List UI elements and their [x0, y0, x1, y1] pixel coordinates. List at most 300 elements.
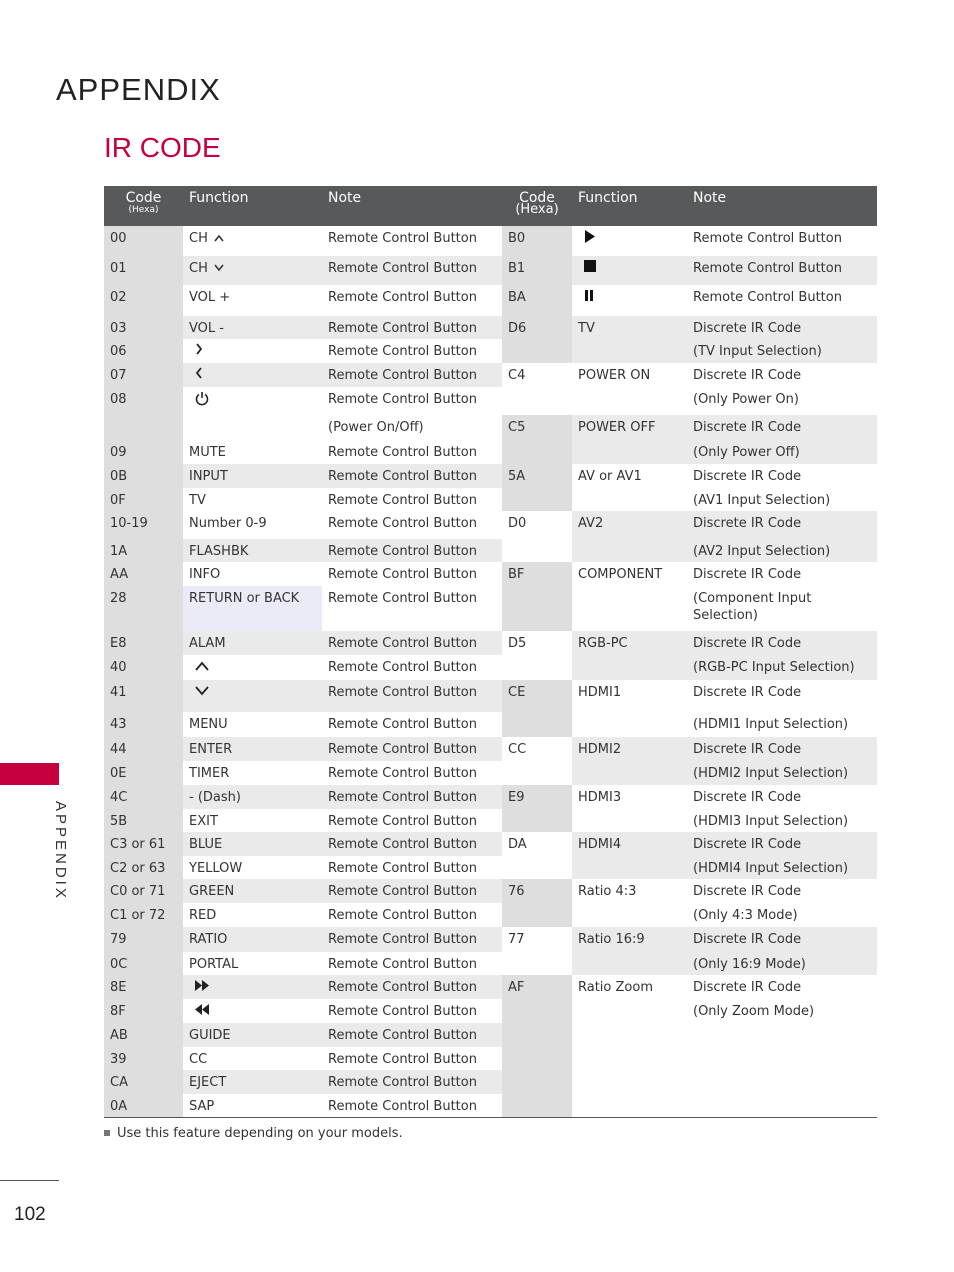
code-cell-2 [502, 927, 572, 952]
note-cell-text: Remote Control Button [328, 516, 477, 531]
code-cell [104, 586, 183, 631]
note-cell-text: Remote Control Button [328, 660, 477, 675]
table-row [104, 339, 877, 363]
note-cell-2-text: Remote Control Button [693, 290, 842, 305]
function-cell-text: BLUE [189, 837, 223, 852]
note-cell [322, 339, 502, 363]
note-cell-2 [687, 903, 877, 927]
note-cell-text: Remote Control Button [328, 1004, 477, 1019]
function-cell-2 [572, 927, 687, 952]
note-cell-2 [687, 488, 877, 511]
function-cell-2 [572, 562, 687, 586]
code-cell [104, 761, 183, 785]
code-cell-text: E8 [110, 636, 127, 651]
table-row [104, 832, 877, 856]
function-cell-text: PORTAL [189, 957, 239, 972]
function-cell [183, 952, 322, 975]
arrow-down-icon [195, 684, 209, 701]
note-cell-text: Remote Control Button [328, 392, 477, 407]
function-cell-text: CC [189, 1052, 208, 1067]
note-cell-2 [687, 539, 877, 562]
code-cell-2-text: AF [508, 980, 525, 995]
function-cell-text: INPUT [189, 469, 228, 484]
code-cell-2-text: B0 [508, 231, 526, 246]
note-cell-text: Remote Control Button [328, 231, 477, 246]
footnote [104, 1126, 403, 1141]
code-cell [104, 285, 183, 316]
table-row [104, 712, 877, 737]
note-cell-2-text: (Component Input Selection) [693, 591, 812, 623]
code-cell-2-text: 5A [508, 469, 526, 484]
function-cell [183, 1094, 322, 1117]
code-cell-2-text: D5 [508, 636, 527, 651]
note-cell [322, 539, 502, 562]
code-cell [104, 999, 183, 1023]
function-cell-text: MUTE [189, 445, 226, 460]
function-cell-text: ENTER [189, 742, 233, 757]
code-cell [104, 562, 183, 586]
note-cell-2 [687, 285, 877, 316]
code-cell-2 [502, 1023, 572, 1047]
table-row [104, 785, 877, 809]
note-cell-text: Remote Control Button [328, 742, 477, 757]
function-cell [183, 511, 322, 539]
note-cell-2-text: (HDMI3 Input Selection) [693, 814, 849, 829]
function-cell-2-text: RGB-PC [578, 636, 628, 651]
function-cell-text: GREEN [189, 884, 235, 899]
function-cell [183, 488, 322, 511]
code-cell-2 [502, 631, 572, 655]
page-number: 102 [14, 1204, 46, 1225]
code-cell [104, 1094, 183, 1117]
header-code [104, 186, 183, 226]
ir-code-table [104, 186, 877, 1118]
code-cell-text: 0A [110, 1099, 128, 1114]
code-cell [104, 464, 183, 488]
code-cell-text: 08 [110, 392, 127, 407]
note-cell-2 [687, 631, 877, 655]
note-cell [322, 737, 502, 761]
code-cell-2 [502, 256, 572, 285]
function-cell-text: VOL - [189, 321, 224, 336]
function-cell-2 [572, 415, 687, 440]
play-icon [584, 230, 596, 248]
code-cell-2 [502, 712, 572, 737]
note-cell [322, 809, 502, 832]
note-cell-text: Remote Control Button [328, 636, 477, 651]
code-cell-2 [502, 488, 572, 511]
note-cell-text: Remote Control Button [328, 790, 477, 805]
function-cell-text: MENU [189, 717, 228, 732]
appendix-title: APPENDIX [56, 72, 221, 107]
code-cell-text: AA [110, 567, 129, 582]
code-cell-2 [502, 415, 572, 440]
note-cell [322, 655, 502, 680]
code-cell [104, 952, 183, 975]
header-code-2-label: Code [519, 190, 555, 206]
note-cell-2 [687, 511, 877, 539]
code-cell [104, 785, 183, 809]
note-cell-text: Remote Control Button [328, 1028, 477, 1043]
code-cell-text: 07 [110, 368, 127, 383]
code-cell-2 [502, 539, 572, 562]
code-cell-2 [502, 809, 572, 832]
code-cell [104, 539, 183, 562]
table-row [104, 488, 877, 511]
code-cell-2-text: CC [508, 742, 527, 757]
note-cell [322, 440, 502, 464]
code-cell-text: C3 or 61 [110, 837, 166, 852]
function-cell-2 [572, 999, 687, 1023]
function-cell [183, 809, 322, 832]
code-cell-2-text: C5 [508, 420, 526, 435]
note-cell [322, 285, 502, 316]
header-code-label: Code [125, 190, 162, 206]
note-cell-text: Remote Control Button [328, 290, 477, 305]
note-cell-text: Remote Control Button [328, 837, 477, 852]
function-cell-2 [572, 856, 687, 879]
code-cell-text: 03 [110, 321, 127, 336]
note-cell-2 [687, 952, 877, 975]
table-row [104, 539, 877, 562]
note-cell [322, 975, 502, 999]
function-cell-2-text: POWER ON [578, 368, 651, 383]
note-cell-2 [687, 1047, 877, 1070]
function-cell [183, 737, 322, 761]
code-cell-2 [502, 387, 572, 415]
note-cell [322, 316, 502, 339]
note-cell-2 [687, 363, 877, 387]
code-cell-text: 10-19 [110, 516, 148, 531]
header-code-sub: (Hexa) [128, 205, 159, 215]
note-cell-2-text: Discrete IR Code [693, 420, 802, 435]
code-cell-2-text: C4 [508, 368, 526, 383]
note-cell-2-text: Discrete IR Code [693, 884, 802, 899]
note-cell-2-text: Discrete IR Code [693, 469, 802, 484]
function-cell-2 [572, 1047, 687, 1070]
chevron-left-icon [195, 367, 203, 384]
header-note: Note [322, 186, 502, 226]
code-cell-2 [502, 440, 572, 464]
function-cell-2 [572, 809, 687, 832]
function-cell-text: SAP [189, 1099, 215, 1114]
code-cell [104, 1023, 183, 1047]
note-cell-2 [687, 586, 877, 631]
note-cell-2-text: Discrete IR Code [693, 567, 802, 582]
code-cell-2-text: D0 [508, 516, 527, 531]
note-cell [322, 1070, 502, 1094]
function-cell-2 [572, 387, 687, 415]
note-cell-2 [687, 415, 877, 440]
code-cell [104, 975, 183, 999]
code-cell-2-text: B1 [508, 261, 526, 276]
code-cell [104, 655, 183, 680]
function-cell-2 [572, 832, 687, 856]
footnote-text: Use this feature depending on your models. [117, 1126, 403, 1141]
table-row [104, 737, 877, 761]
function-cell [183, 631, 322, 655]
function-cell-2 [572, 464, 687, 488]
code-cell-2 [502, 832, 572, 856]
note-cell-2 [687, 1023, 877, 1047]
code-cell-text: 28 [110, 591, 127, 606]
code-cell-text: 06 [110, 344, 127, 359]
function-cell-2-text: COMPONENT [578, 567, 663, 582]
power-icon [195, 391, 209, 411]
note-cell-text: Remote Control Button [328, 685, 477, 700]
code-cell-text: 00 [110, 231, 127, 246]
code-cell [104, 415, 183, 440]
function-cell-2 [572, 761, 687, 785]
note-cell-2 [687, 440, 877, 464]
code-cell-text: 5B [110, 814, 128, 829]
table-row [104, 927, 877, 952]
code-cell-2 [502, 511, 572, 539]
note-cell-text: Remote Control Button [328, 344, 477, 359]
function-cell-2 [572, 1094, 687, 1117]
pause-icon [584, 289, 594, 306]
code-cell-2 [502, 1047, 572, 1070]
function-cell-2 [572, 1070, 687, 1094]
note-cell-2 [687, 879, 877, 903]
note-cell-text: Remote Control Button [328, 717, 477, 732]
code-cell-text: 01 [110, 261, 127, 276]
code-cell [104, 1047, 183, 1070]
function-cell-2 [572, 539, 687, 562]
code-cell-2 [502, 363, 572, 387]
note-cell-2 [687, 256, 877, 285]
note-cell-2 [687, 464, 877, 488]
code-cell-text: 0C [110, 957, 128, 972]
note-cell [322, 879, 502, 903]
code-cell-text: 44 [110, 742, 127, 757]
function-cell-2-text: HDMI1 [578, 685, 622, 700]
note-cell-2-text: Remote Control Button [693, 231, 842, 246]
note-cell [322, 363, 502, 387]
function-cell-text: RETURN or BACK [189, 591, 300, 606]
function-cell-2 [572, 316, 687, 339]
function-cell-2 [572, 680, 687, 712]
function-cell-2 [572, 285, 687, 316]
function-cell [183, 832, 322, 856]
code-cell-2-text: E9 [508, 790, 525, 805]
note-cell-2 [687, 226, 877, 256]
function-cell [183, 440, 322, 464]
function-cell-2-text: AV or AV1 [578, 469, 642, 484]
code-cell-2-text: D6 [508, 321, 527, 336]
note-cell [322, 785, 502, 809]
note-cell-2-text: (AV1 Input Selection) [693, 493, 831, 508]
table-row [104, 952, 877, 975]
side-label: APPENDIX [52, 801, 69, 901]
function-cell [183, 1070, 322, 1094]
function-cell-2-text: POWER OFF [578, 420, 656, 435]
function-cell [183, 285, 322, 316]
code-cell [104, 440, 183, 464]
function-cell [183, 975, 322, 999]
function-cell-2 [572, 879, 687, 903]
note-cell-2-text: Remote Control Button [693, 261, 842, 276]
code-cell-text: 09 [110, 445, 127, 460]
note-cell [322, 761, 502, 785]
table-row [104, 631, 877, 655]
function-cell [183, 415, 322, 440]
code-cell-2 [502, 285, 572, 316]
note-cell [322, 1094, 502, 1117]
note-cell-text: Remote Control Button [328, 591, 477, 606]
function-cell-2 [572, 737, 687, 761]
table-row [104, 1094, 877, 1117]
function-cell-2 [572, 785, 687, 809]
function-cell [183, 586, 322, 631]
code-cell-2-text: 77 [508, 932, 525, 947]
code-cell [104, 387, 183, 415]
function-cell-2-text: Ratio 16:9 [578, 932, 645, 947]
table-row [104, 464, 877, 488]
function-cell-text: CH [189, 231, 208, 246]
table-row [104, 975, 877, 999]
note-cell [322, 903, 502, 927]
code-cell-text: AB [110, 1028, 128, 1043]
code-cell-2 [502, 975, 572, 999]
note-cell [322, 226, 502, 256]
function-cell [183, 856, 322, 879]
table-row [104, 316, 877, 339]
table-row [104, 562, 877, 586]
code-cell-2-text: CE [508, 685, 526, 700]
note-cell-2-text: Discrete IR Code [693, 685, 802, 700]
function-cell [183, 680, 322, 712]
header-code-2-sub: (Hexa) [515, 202, 559, 217]
function-cell-2-text: HDMI2 [578, 742, 622, 757]
table-row [104, 856, 877, 879]
note-cell [322, 1047, 502, 1070]
code-cell-2-text: BF [508, 567, 525, 582]
note-cell-2-text: Discrete IR Code [693, 790, 802, 805]
function-cell-text: INFO [189, 567, 221, 582]
code-cell-text: 79 [110, 932, 127, 947]
table-row [104, 879, 877, 903]
table-row [104, 363, 877, 387]
function-cell-text: FLASHBK [189, 544, 249, 559]
note-cell-2-text: (AV2 Input Selection) [693, 544, 831, 559]
table-row [104, 655, 877, 680]
code-cell-text: 1A [110, 544, 128, 559]
code-cell-text: 43 [110, 717, 127, 732]
note-cell-2-text: (RGB-PC Input Selection) [693, 660, 855, 675]
function-cell [183, 464, 322, 488]
function-cell [183, 761, 322, 785]
note-cell [322, 1023, 502, 1047]
function-cell [183, 562, 322, 586]
code-cell-text: 39 [110, 1052, 127, 1067]
note-cell-2-text: Discrete IR Code [693, 932, 802, 947]
note-cell-2 [687, 1094, 877, 1117]
note-cell [322, 631, 502, 655]
function-cell-text: Number 0-9 [189, 516, 267, 531]
note-cell-2-text: Discrete IR Code [693, 516, 802, 531]
table-row [104, 586, 877, 631]
function-cell-text: RATIO [189, 932, 228, 947]
note-cell [322, 256, 502, 285]
code-cell [104, 488, 183, 511]
table-row [104, 1047, 877, 1070]
code-cell [104, 1070, 183, 1094]
code-cell-text: 02 [110, 290, 127, 305]
code-cell-2 [502, 1070, 572, 1094]
function-cell-text: TIMER [189, 766, 230, 781]
section-title: IR CODE [104, 132, 221, 163]
note-cell-2 [687, 832, 877, 856]
note-cell-text: Remote Control Button [328, 368, 477, 383]
note-cell-2 [687, 1070, 877, 1094]
note-cell [322, 387, 502, 415]
function-cell-2 [572, 1023, 687, 1047]
function-cell-2-text: HDMI4 [578, 837, 622, 852]
code-cell-text: C1 or 72 [110, 908, 166, 923]
function-cell-text: CH [189, 261, 208, 276]
code-cell-2 [502, 655, 572, 680]
function-cell [183, 363, 322, 387]
table-row [104, 761, 877, 785]
code-cell [104, 339, 183, 363]
function-cell [183, 226, 322, 256]
table-row [104, 1070, 877, 1094]
fast-forward-icon [195, 979, 209, 996]
note-cell-text: (Power On/Off) [328, 420, 424, 435]
note-cell [322, 464, 502, 488]
header-function: Function [183, 186, 322, 226]
note-cell [322, 856, 502, 879]
function-cell-2 [572, 655, 687, 680]
header-note-2: Note [687, 186, 877, 226]
code-cell-text: C2 or 63 [110, 861, 166, 876]
table-row [104, 809, 877, 832]
rewind-icon [195, 1003, 209, 1020]
function-cell-2 [572, 511, 687, 539]
note-cell-2 [687, 712, 877, 737]
function-cell-2 [572, 339, 687, 363]
note-cell-2-text: (HDMI2 Input Selection) [693, 766, 849, 781]
note-cell [322, 952, 502, 975]
note-cell-2-text: (Only Power On) [693, 392, 799, 407]
note-cell-2-text: (TV Input Selection) [693, 344, 822, 359]
note-cell [322, 511, 502, 539]
note-cell [322, 712, 502, 737]
function-cell-2-text: HDMI3 [578, 790, 622, 805]
side-tab-marker [0, 763, 59, 785]
note-cell-text: Remote Control Button [328, 814, 477, 829]
code-cell-2-text: DA [508, 837, 527, 852]
function-cell-2 [572, 256, 687, 285]
function-cell [183, 339, 322, 363]
function-cell [183, 1047, 322, 1070]
note-cell-text: Remote Control Button [328, 493, 477, 508]
note-cell-2-text: (HDMI1 Input Selection) [693, 717, 849, 732]
function-cell [183, 539, 322, 562]
note-cell-2 [687, 339, 877, 363]
function-cell-2 [572, 903, 687, 927]
arrow-up-icon [195, 659, 209, 676]
code-cell-2 [502, 316, 572, 339]
note-cell-2-text: Discrete IR Code [693, 636, 802, 651]
table-row [104, 387, 877, 415]
note-cell [322, 999, 502, 1023]
code-cell [104, 737, 183, 761]
function-cell-text: VOL + [189, 290, 231, 305]
function-cell-2 [572, 712, 687, 737]
function-cell [183, 879, 322, 903]
